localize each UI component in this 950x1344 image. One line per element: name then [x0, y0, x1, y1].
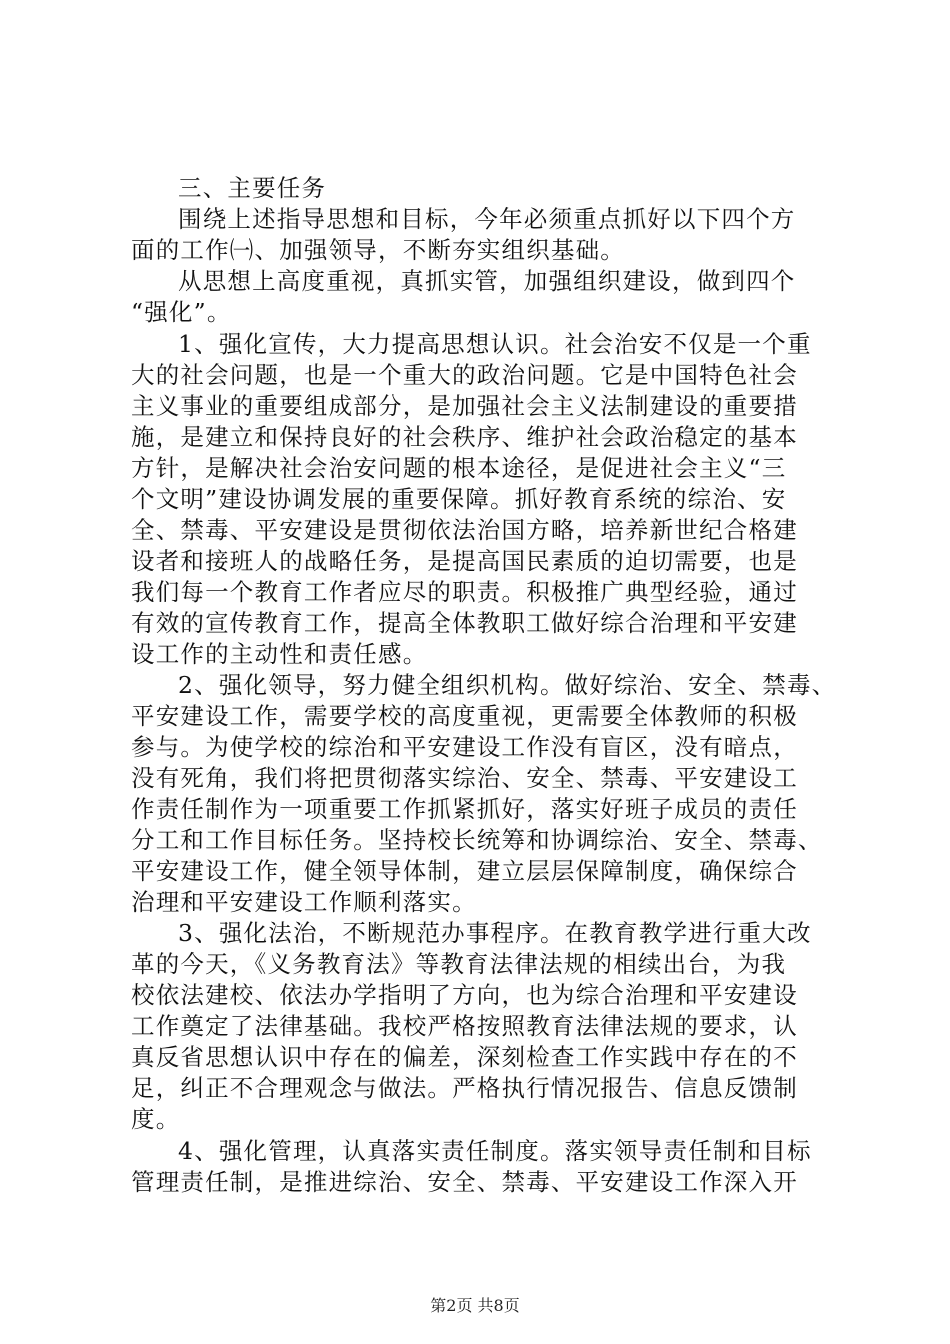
text-line: 围绕上述指导思想和目标，今年必须重点抓好以下四个方 [178, 205, 796, 233]
text-line: 1、强化宣传，大力提高思想认识。社会治安不仅是一个重 [178, 330, 812, 358]
text-line: 有效的宣传教育工作，提高全体教职工做好综合治理和平安建 [131, 609, 798, 637]
text-line: 平安建设工作，需要学校的高度重视，更需要全体教师的积极 [131, 702, 798, 730]
text-line: 足，纠正不合理观念与做法。严格执行情况报告、信息反馈制 [131, 1074, 798, 1102]
text-line: 管理责任制，是推进综治、安全、禁毒、平安建设工作深入开 [131, 1168, 798, 1196]
text-line: 方针，是解决社会治安问题的根本途径，是促进社会主义“三 [131, 454, 787, 482]
text-line: 参与。为使学校的综治和平安建设工作没有盲区，没有暗点， [131, 733, 798, 761]
text-line: 个文明”建设协调发展的重要保障。抓好教育系统的综治、安 [131, 485, 787, 513]
text-line: 4、强化管理，认真落实责任制度。落实领导责任制和目标 [178, 1137, 812, 1165]
text-line: 平安建设工作，健全领导体制，建立层层保障制度，确保综合 [131, 857, 798, 885]
text-line: 作责任制作为一项重要工作抓紧抓好，落实好班子成员的责任 [131, 795, 798, 823]
text-line: 全、禁毒、平安建设是贯彻依法治国方略，培养新世纪合格建 [131, 516, 798, 544]
text-line: 设者和接班人的战略任务，是提高国民素质的迫切需要，也是 [131, 547, 798, 575]
text-line: 工作奠定了法律基础。我校严格按照教育法律法规的要求，认 [131, 1012, 798, 1040]
text-line: 我们每一个教育工作者应尽的职责。积极推广典型经验，通过 [131, 578, 798, 606]
text-line: 大的社会问题，也是一个重大的政治问题。它是中国特色社会 [131, 361, 798, 389]
text-line: 设工作的主动性和责任感。 [131, 640, 428, 668]
text-line: 没有死角，我们将把贯彻落实综治、安全、禁毒、平安建设工 [131, 764, 798, 792]
text-line: 面的工作㈠、加强领导，不断夯实组织基础。 [131, 236, 625, 264]
text-line: “强化”。 [131, 298, 232, 326]
page-number-footer: 第2页 共8页 [430, 1296, 520, 1315]
text-line: 治理和平安建设工作顺利落实。 [131, 888, 477, 916]
text-line: 主义事业的重要组成部分，是加强社会主义法制建设的重要措 [131, 392, 798, 420]
text-line: 真反省思想认识中存在的偏差，深刻检查工作实践中存在的不 [131, 1043, 798, 1071]
text-line: 分工和工作目标任务。坚持校长统筹和协调综治、安全、禁毒、 [131, 826, 823, 854]
text-line: 校依法建校、依法办学指明了方向，也为综合治理和平安建设 [131, 981, 798, 1009]
text-line: 度。 [131, 1105, 181, 1133]
text-line: 3、强化法治，不断规范办事程序。在教育教学进行重大改 [178, 919, 812, 947]
text-line: 革的今天，《义务教育法》等教育法律法规的相续出台，为我 [131, 950, 787, 978]
text-line: 从思想上高度重视，真抓实管，加强组织建设，做到四个 [178, 267, 796, 295]
section-heading: 三、主要任务 [178, 174, 327, 202]
text-line: 施，是建立和保持良好的社会秩序、维护社会政治稳定的基本 [131, 423, 798, 451]
text-line: 2、强化领导，努力健全组织机构。做好综治、安全、禁毒、 [178, 671, 837, 699]
